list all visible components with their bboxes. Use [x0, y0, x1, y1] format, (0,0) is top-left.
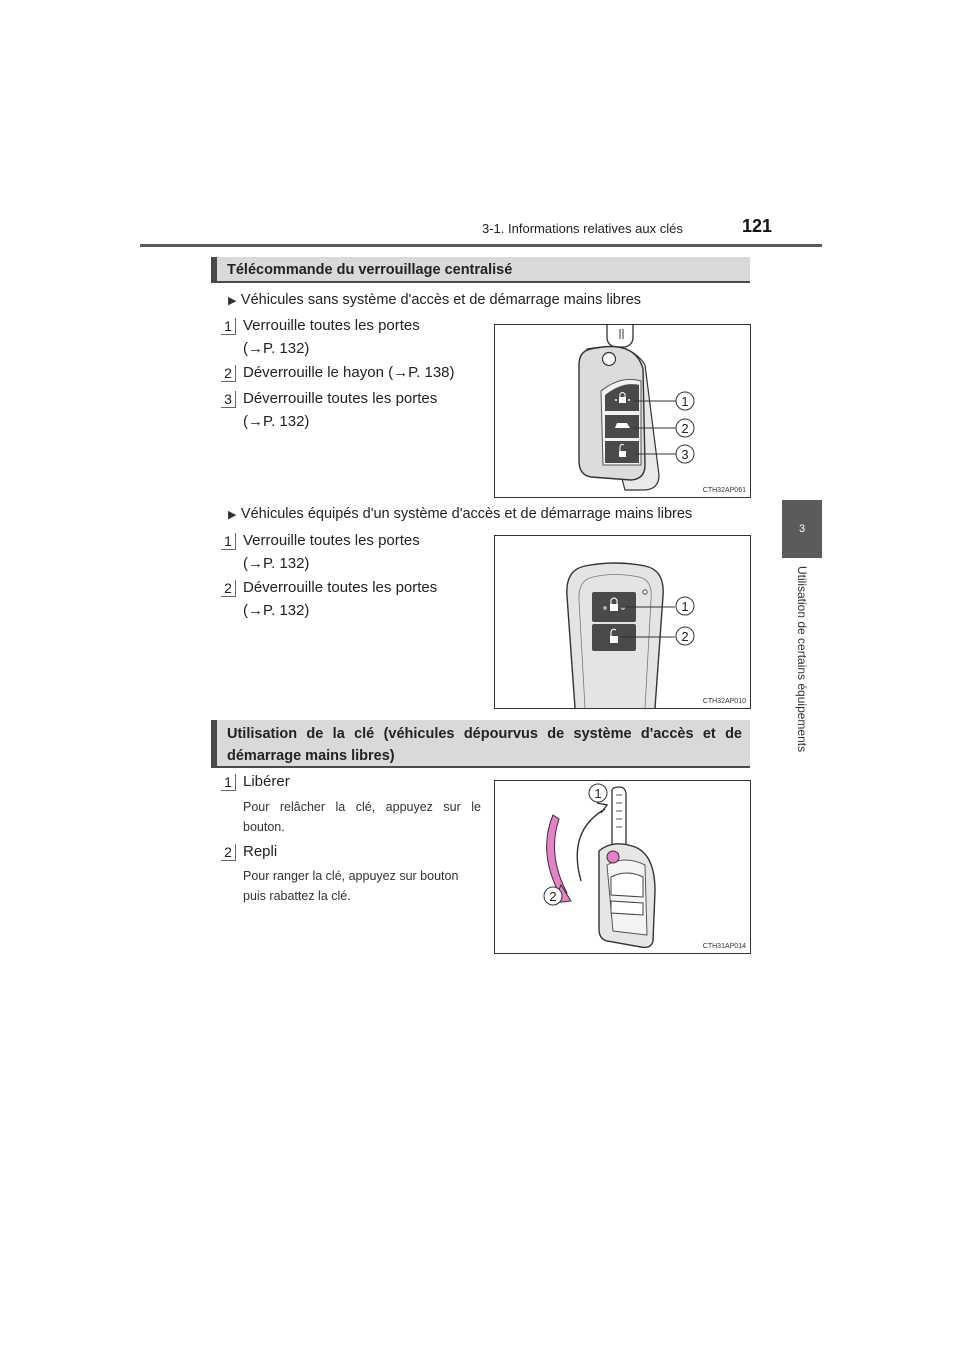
page-number: 121 — [742, 216, 773, 236]
section-heading: Télécommande du verrouillage centralisé — [211, 257, 750, 283]
item-number: 2 — [221, 844, 236, 861]
chapter-tab: 3 — [782, 500, 822, 558]
callout-label: 1 — [681, 599, 689, 614]
list-item-label: Repli — [243, 843, 278, 860]
chapter-side-title: Utilisation de certains équipements — [795, 566, 809, 753]
callout-label: 3 — [681, 447, 689, 462]
item-number: 2 — [221, 580, 236, 597]
list-item: Déverrouille le hayon (→P. 138) — [243, 364, 455, 381]
callout-label: 2 — [681, 629, 689, 644]
list-item: Déverrouille toutes les portes (→P. 132) — [243, 390, 438, 430]
figure-code: CTH31AP014 — [702, 943, 746, 950]
figure-code: CTH32AP010 — [702, 698, 746, 705]
figure-smart-key — [494, 535, 751, 709]
list-item: Verrouille toutes les portes (→P. 132) — [243, 532, 420, 572]
subheading-a-text: Véhicules sans système d'accès et de démarrage mains libres — [240, 292, 642, 308]
item-number: 1 — [221, 318, 236, 335]
list-item-note: Pour ranger la clé, appuyez sur bouton puis rabattez la clé. — [243, 869, 459, 903]
section-heading: Utilisation de la clé (véhicules dépourvus de système d'accès et de démarrage mains libres) — [211, 720, 750, 768]
triangle-bullet-icon: ▶ — [228, 509, 237, 521]
figure-remote-key — [494, 324, 751, 498]
subheading-a — [228, 291, 641, 309]
subheading-b-text: Véhicules équipés d'un système d'accès et de démarrage mains libres — [240, 506, 693, 522]
header-rule — [140, 244, 822, 247]
list-item: Verrouille toutes les portes (→P. 132) — [243, 317, 420, 357]
figure-key-fold — [494, 780, 751, 954]
running-header-section: 3-1. Informations relatives aux clés — [482, 221, 683, 236]
key-fold-illustration — [495, 781, 750, 953]
list-item-label: Libérer — [243, 773, 290, 790]
item-number: 1 — [221, 533, 236, 550]
item-number: 3 — [221, 391, 236, 408]
smart-key-illustration — [495, 536, 750, 708]
figure-code: CTH32AP061 — [702, 487, 746, 494]
list-item: Déverrouille toutes les portes (→P. 132) — [243, 579, 438, 619]
triangle-bullet-icon: ▶ — [228, 295, 237, 307]
callout-label: 2 — [681, 421, 689, 436]
list-item-note: Pour relâcher la clé, appuyez sur le bouton. — [243, 800, 481, 834]
remote-key-illustration — [495, 325, 750, 497]
callout-label: 2 — [549, 889, 557, 904]
callout-label: 1 — [681, 394, 689, 409]
callout-label: 1 — [594, 786, 602, 801]
item-number: 1 — [221, 774, 236, 791]
subheading-b — [228, 505, 692, 523]
item-number: 2 — [221, 365, 236, 382]
